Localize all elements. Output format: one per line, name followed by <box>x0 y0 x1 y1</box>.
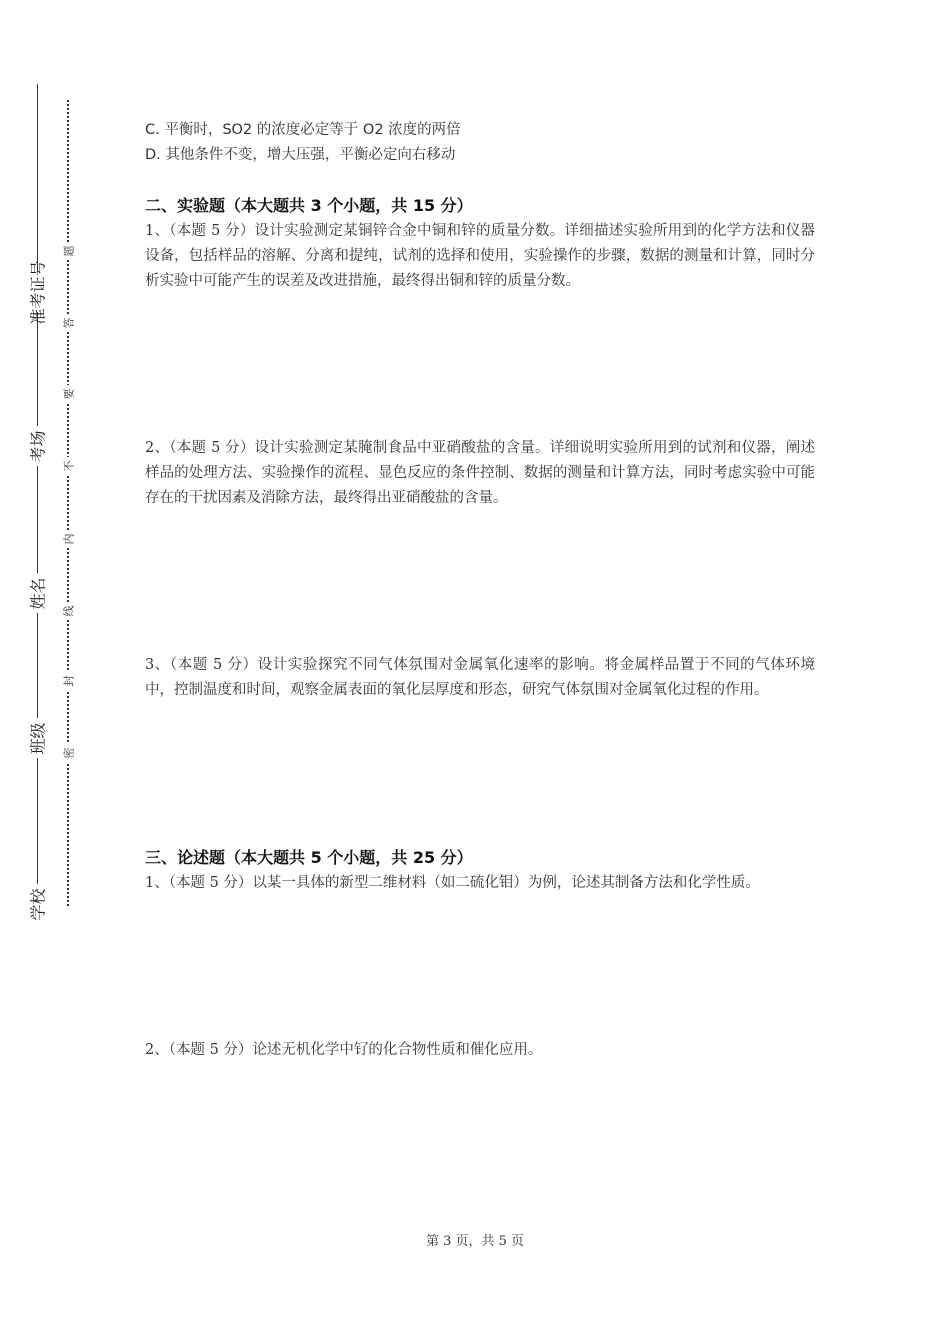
section-title-experiment: 二、实验题（本大题共 3 个小题，共 15 分） <box>145 196 473 215</box>
essay-question-1: 1、（本题 5 分）以某一具体的新型二维材料（如二硫化钼）为例，论述其制备方法和化学性质。 <box>145 875 760 891</box>
seal-char: 要 <box>59 385 77 403</box>
binding-margin <box>0 0 110 1344</box>
option-d: D. 其他条件不变，增大压强，平衡必定向右移动 <box>145 147 456 163</box>
exam-content <box>145 118 815 1063</box>
essay-question-2: 2、（本题 5 分）论述无机化学中钌的化合物性质和催化应用。 <box>145 1042 543 1058</box>
seal-dotted-line <box>67 100 69 906</box>
section-title-essay: 三、论述题（本大题共 5 个小题，共 25 分） <box>145 848 473 867</box>
seal-char: 线 <box>59 602 77 620</box>
seal-char: 内 <box>59 530 77 548</box>
seal-char: 封 <box>59 672 77 690</box>
experiment-question-2: 2、（本题 5 分）设计实验测定某腌制食品中亚硝酸盐的含量。详细说明实验所用到的试剂和仪器，阐述样品的处理方法、实验操作的流程、显色反应的条件控制、数据的测量和计算方法，同时考虑实验中可能存在的干扰因素及消除方法，最终得出亚硝酸盐的含量。 <box>145 440 815 506</box>
seal-char: 不 <box>59 457 77 475</box>
name-label: 姓名 <box>20 573 54 613</box>
seal-char: 题 <box>59 242 77 260</box>
exam-number-label: 准考证号 <box>20 272 54 312</box>
seal-char: 答 <box>59 314 77 332</box>
class-label: 班级 <box>20 718 54 758</box>
exam-room-label: 考场 <box>20 426 54 466</box>
info-underline <box>37 84 38 922</box>
experiment-question-3: 3、（本题 5 分）设计实验探究不同气体氛围对金属氧化速率的影响。将金属样品置于不同的气体环境中，控制温度和时间，观察金属表面的氧化层厚度和形态，研究气体氛围对金属氧化过程的作用。 <box>145 657 815 698</box>
page-number: 第 3 页，共 5 页 <box>425 1234 525 1249</box>
option-c: C. 平衡时，SO2 的浓度必定等于 O2 浓度的两倍 <box>145 122 461 138</box>
seal-char: 密 <box>59 744 77 762</box>
experiment-question-1: 1、（本题 5 分）设计实验测定某铜锌合金中铜和锌的质量分数。详细描述实验所用到的化学方法和仪器设备，包括样品的溶解、分离和提纯，试剂的选择和使用，实验操作的步骤，数据的测量和计算，同时分析实验中可能产生的误差及改进措施，最终得出铜和锌的质量分数。 <box>145 223 815 289</box>
school-label: 学校 <box>20 884 54 924</box>
